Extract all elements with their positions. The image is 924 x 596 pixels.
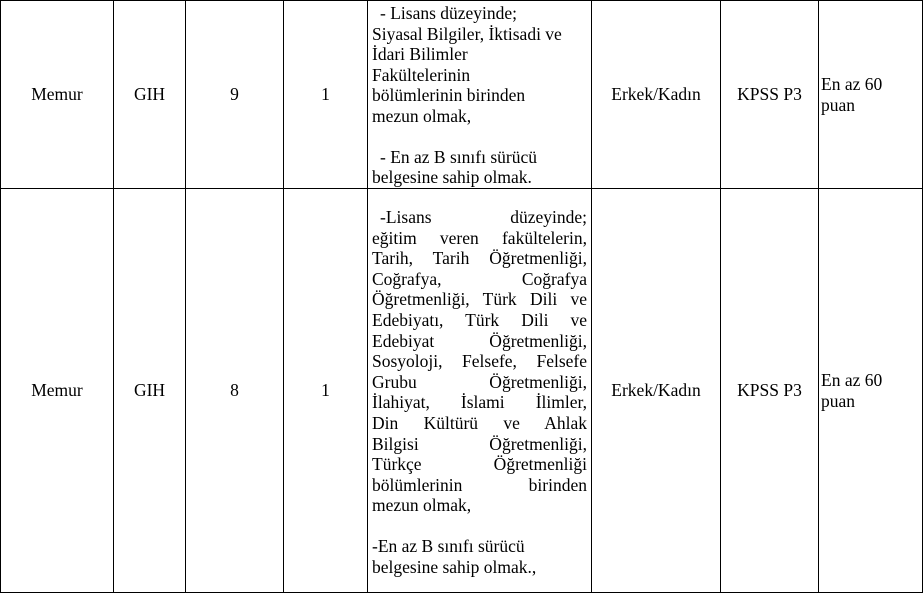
count-cell: 1 xyxy=(284,1,368,189)
table-row xyxy=(1,189,923,593)
requirement-line: -Lisans düzeyinde; xyxy=(380,207,587,227)
score-line: puan xyxy=(821,390,856,411)
score-line: En az 60 xyxy=(821,73,883,94)
requirement-line: belgesine sahip olmak. xyxy=(372,167,532,188)
requirement-line: bölümlerinin birinden xyxy=(372,85,526,106)
requirement-line: Grubu Öğretmenliği, xyxy=(372,371,587,392)
table-row xyxy=(1,1,923,189)
score-cell xyxy=(819,189,923,593)
gender-cell: Erkek/Kadın xyxy=(592,189,721,593)
requirement-line: Coğrafya, Coğrafya xyxy=(372,268,587,289)
count-cell: 1 xyxy=(284,189,368,593)
degree-cell: 9 xyxy=(186,1,284,189)
score-cell xyxy=(819,1,923,189)
class-cell: GIH xyxy=(114,189,186,593)
requirements-cell xyxy=(368,189,592,593)
paragraph-gap xyxy=(372,127,587,147)
requirement-line: bölümlerinin birinden xyxy=(372,474,587,495)
requirement-line: Edebiyat Öğretmenliği, xyxy=(372,330,587,351)
degree-cell: 8 xyxy=(186,189,284,593)
requirement-line: Öğretmenliği, Türk Dili ve xyxy=(372,289,587,310)
score-line: En az 60 xyxy=(821,369,883,390)
requirement-line: Edebiyatı, Türk Dili ve xyxy=(372,309,587,330)
exam-cell: KPSS P3 xyxy=(721,1,819,189)
requirement-line: Fakültelerinin xyxy=(372,64,471,85)
requirement-line: -En az B sınıfı sürücü xyxy=(372,535,525,556)
exam-cell: KPSS P3 xyxy=(721,189,819,593)
requirement-line: mezun olmak, xyxy=(372,495,472,516)
requirement-line: İlahiyat, İslami İlimler, xyxy=(372,392,587,413)
requirement-line: Bilgisi Öğretmenliği, xyxy=(372,433,587,454)
requirement-line: İdari Bilimler xyxy=(372,44,468,65)
requirements-cell xyxy=(368,1,592,189)
class-cell: GIH xyxy=(114,1,186,189)
requirement-line: Sosyoloji, Felsefe, Felsefe xyxy=(372,351,587,372)
requirement-line: - Lisans düzeyinde; xyxy=(380,3,518,23)
gender-cell: Erkek/Kadın xyxy=(592,1,721,189)
position-cell: Memur xyxy=(1,189,114,593)
score-line: puan xyxy=(821,94,856,115)
requirement-line: - En az B sınıfı sürücü xyxy=(380,146,537,167)
requirement-line: Siyasal Bilgiler, İktisadi ve xyxy=(372,23,562,44)
requirement-line: Türkçe Öğretmenliği xyxy=(372,454,587,475)
position-cell: Memur xyxy=(1,1,114,189)
requirement-line: Tarih, Tarih Öğretmenliği, xyxy=(372,248,587,269)
requirement-line: Din Kültürü ve Ahlak xyxy=(372,412,587,433)
requirement-line: mezun olmak, xyxy=(372,105,472,126)
requirement-line: belgesine sahip olmak., xyxy=(372,556,537,577)
requirement-line: eğitim veren fakültelerin, xyxy=(372,227,587,248)
paragraph-gap xyxy=(372,516,587,536)
